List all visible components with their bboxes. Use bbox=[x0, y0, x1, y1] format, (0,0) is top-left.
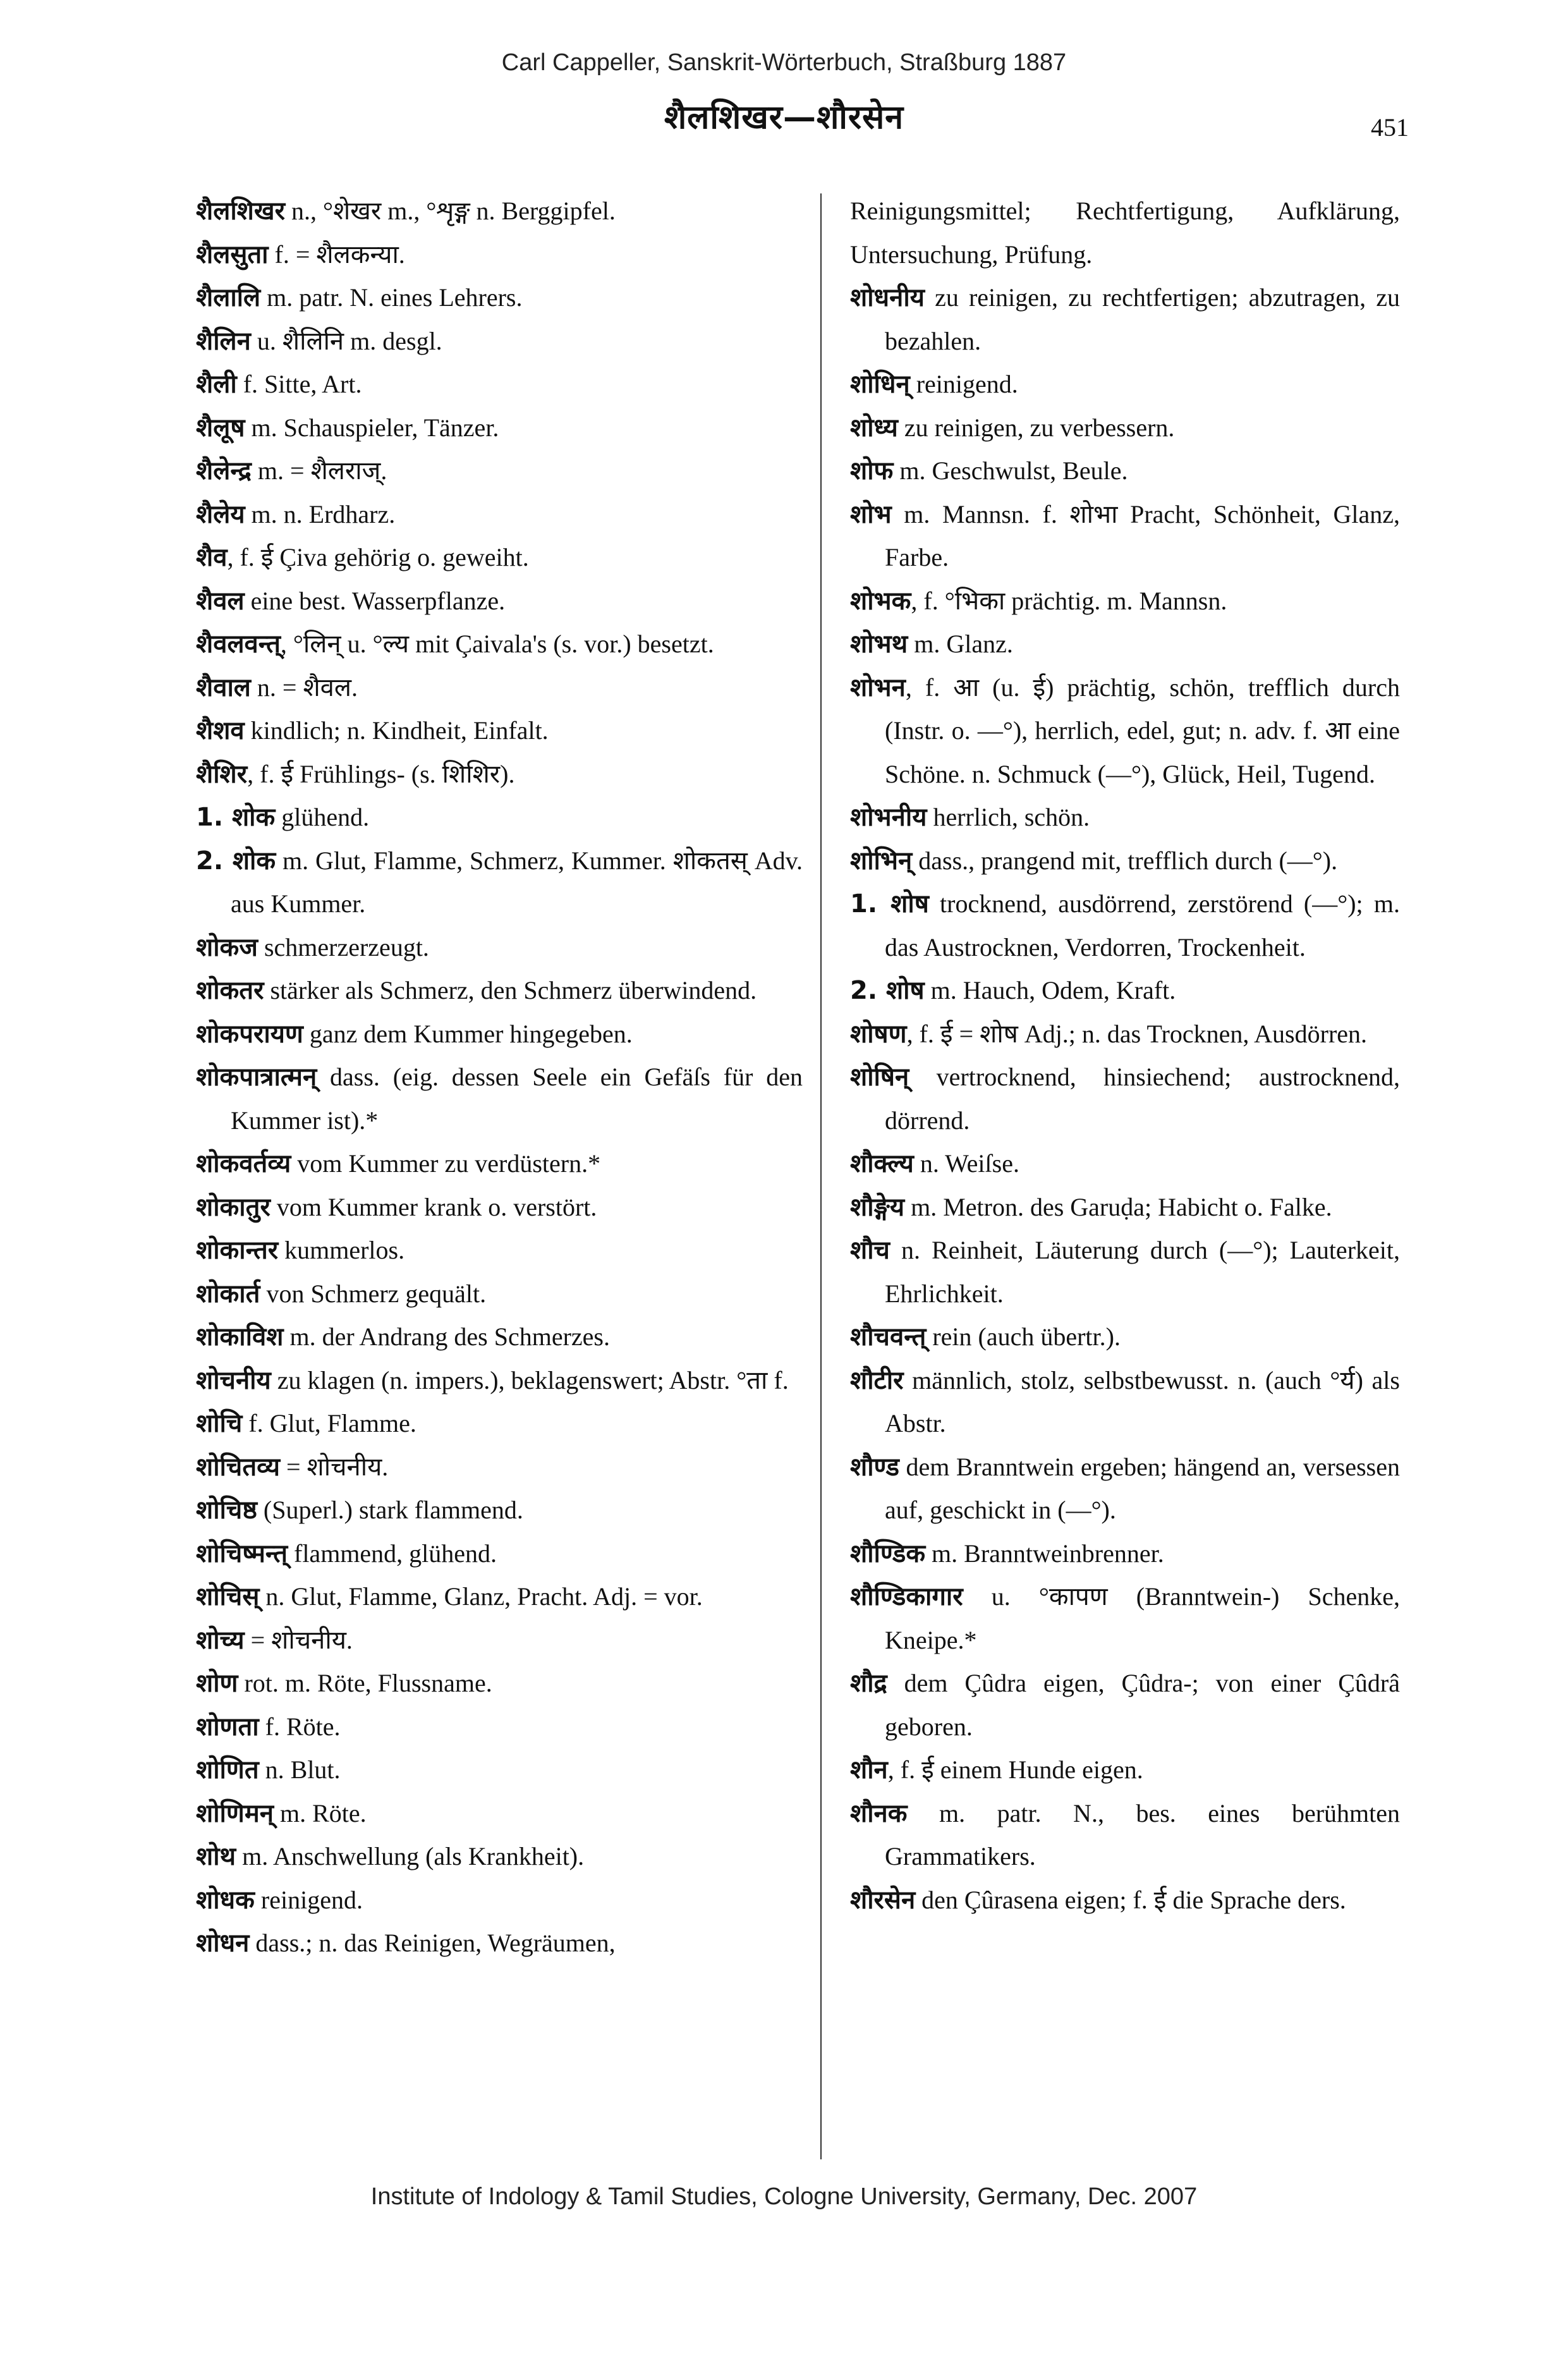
entry-definition: vom Kummer zu verdüstern.* bbox=[291, 1149, 601, 1178]
entry-definition: m. Mannsn. f. शोभा Pracht, Schönheit, Glanz, Farbe. bbox=[885, 499, 1400, 571]
entry-headword: शोभिन् bbox=[850, 846, 913, 875]
entry-headword: शोकातुर bbox=[196, 1192, 270, 1222]
dictionary-entry bbox=[850, 1013, 1400, 1056]
dictionary-entry bbox=[196, 1748, 803, 1792]
page-number: 451 bbox=[1371, 113, 1409, 142]
entry-headword: शोषण bbox=[850, 1019, 907, 1049]
entry-headword: शौक्ल्य bbox=[850, 1149, 914, 1178]
entry-definition: , f. ई Frühlings- (s. शिशिर). bbox=[247, 759, 515, 788]
dictionary-entry bbox=[850, 666, 1400, 796]
dictionary-entry bbox=[196, 1013, 803, 1056]
entry-definition: m. Hauch, Odem, Kraft. bbox=[924, 976, 1176, 1004]
entry-definition: (Superl.) stark flammend. bbox=[257, 1496, 523, 1524]
entry-definition: eine best. Wasserpflanze. bbox=[244, 586, 506, 615]
entry-definition: dem Çûdra eigen, Çûdra-; von einer Çûdrâ geboren. bbox=[885, 1669, 1400, 1741]
dictionary-entry bbox=[850, 493, 1400, 580]
dictionary-entry bbox=[196, 796, 803, 839]
entry-headword: शैलिन bbox=[196, 326, 251, 356]
entry-headword: शैलसुता bbox=[196, 240, 269, 269]
entry-headword: शोकपरायण bbox=[196, 1019, 303, 1049]
dictionary-entry bbox=[196, 1056, 803, 1142]
dictionary-entry bbox=[850, 1315, 1400, 1359]
entry-headword: शैवल bbox=[196, 586, 245, 616]
entry-definition: zu klagen (n. impers.), beklagenswert; Abstr. °ता f. bbox=[270, 1365, 789, 1394]
dictionary-entry bbox=[196, 623, 803, 666]
entry-definition: dass. (eig. dessen Seele ein Gefäſs für den Kummer ist).* bbox=[231, 1063, 803, 1135]
entry-definition: trocknend, ausdörrend, zerstörend (—°); m. das Austrocknen, Verdorren, Trockenheit. bbox=[885, 889, 1400, 961]
entry-headword: शैवलवन्त् bbox=[196, 630, 281, 659]
dictionary-entry bbox=[196, 276, 803, 320]
entry-definition: , f. ई einem Hunde eigen. bbox=[887, 1755, 1143, 1784]
dictionary-entry bbox=[196, 363, 803, 406]
entry-headword: शोण bbox=[196, 1669, 238, 1698]
dictionary-entry bbox=[196, 926, 803, 970]
entry-headword: शोषिन् bbox=[850, 1063, 909, 1092]
dictionary-entry bbox=[196, 449, 803, 493]
entry-definition: , f. °भिका prächtig. m. Mannsn. bbox=[911, 586, 1227, 615]
dictionary-entry bbox=[850, 1142, 1400, 1186]
entry-definition: stärker als Schmerz, den Schmerz überwindend. bbox=[264, 976, 757, 1004]
entry-definition: schmerzerzeugt. bbox=[257, 932, 429, 961]
entry-headword: शोभ bbox=[850, 499, 892, 529]
entry-headword: शोकाविश bbox=[196, 1322, 284, 1351]
entry-headword: शौङ्गेय bbox=[850, 1192, 905, 1222]
entry-definition: u. °कापण (Branntwein-) Schenke, Kneipe.* bbox=[885, 1582, 1400, 1654]
entry-definition: zu reinigen, zu rechtfertigen; abzutragen, zu bezahlen. bbox=[885, 283, 1400, 355]
entry-headword: शोच्य bbox=[196, 1625, 245, 1655]
entry-headword: शोथ bbox=[196, 1842, 236, 1871]
dictionary-entry bbox=[196, 1922, 803, 1965]
entry-headword: 2. शोष bbox=[850, 976, 925, 1005]
entry-headword: शौण्ड bbox=[850, 1452, 899, 1482]
entry-headword: शैली bbox=[196, 370, 237, 399]
entry-definition: zu reinigen, zu verbessern. bbox=[897, 413, 1175, 442]
dictionary-entry bbox=[850, 1359, 1400, 1446]
entry-headword: शोधनीय bbox=[850, 283, 925, 312]
dictionary-entry bbox=[196, 1446, 803, 1489]
entry-headword: शोचि bbox=[196, 1409, 243, 1438]
dictionary-entry bbox=[850, 623, 1400, 666]
dictionary-entry bbox=[850, 969, 1400, 1013]
dictionary-entry bbox=[850, 839, 1400, 883]
entry-definition: f. Sitte, Art. bbox=[236, 370, 362, 398]
entry-definition: m. Glanz. bbox=[908, 630, 1013, 658]
dictionary-entry bbox=[196, 1315, 803, 1359]
entry-definition: reinigend. bbox=[909, 370, 1018, 398]
entry-definition: m. n. Erdharz. bbox=[245, 499, 396, 528]
entry-headword: शोभक bbox=[850, 586, 911, 616]
dictionary-entry bbox=[850, 796, 1400, 839]
entry-definition: m. patr. N., bes. eines berühmten Grammatikers. bbox=[885, 1798, 1400, 1870]
entry-definition: kindlich; n. Kindheit, Einfalt. bbox=[244, 716, 549, 745]
entry-headword: शौन bbox=[850, 1755, 888, 1784]
entry-definition: m. Geschwulst, Beule. bbox=[893, 456, 1128, 485]
entry-headword: शैवाल bbox=[196, 673, 251, 702]
entry-headword: शौण्डिकागार bbox=[850, 1582, 963, 1611]
dictionary-entry bbox=[850, 1446, 1400, 1532]
entry-definition: = शोचनीय. bbox=[280, 1452, 389, 1481]
entry-headword: शोचिष्मन्त् bbox=[196, 1539, 288, 1568]
entry-definition: glühend. bbox=[275, 803, 370, 831]
dictionary-entry bbox=[850, 580, 1400, 623]
entry-headword: शोध्य bbox=[850, 413, 898, 442]
dictionary-entry bbox=[196, 969, 803, 1013]
entry-definition: , f. ई = शोष Adj.; n. das Trocknen, Ausdörren. bbox=[906, 1019, 1368, 1048]
dictionary-entry bbox=[850, 1229, 1400, 1315]
dictionary-entry bbox=[196, 1705, 803, 1749]
entry-definition: m. Röte. bbox=[273, 1798, 367, 1827]
dictionary-entry bbox=[850, 882, 1400, 969]
source-caption: Carl Cappeller, Sanskrit-Wörterbuch, Straßburg 1887 bbox=[501, 49, 1067, 76]
dictionary-entry bbox=[196, 1792, 803, 1836]
dictionary-entry bbox=[850, 1748, 1400, 1792]
dictionary-entry bbox=[196, 1186, 803, 1229]
entry-headword: शोणिमन् bbox=[196, 1798, 274, 1828]
entry-definition: von Schmerz gequält. bbox=[260, 1279, 487, 1308]
entry-definition: , f. ई Çiva gehörig o. geweiht. bbox=[227, 543, 529, 571]
dictionary-entry bbox=[850, 1056, 1400, 1142]
entry-definition: f. Glut, Flamme. bbox=[242, 1409, 416, 1437]
dictionary-entry bbox=[850, 363, 1400, 406]
dictionary-entry bbox=[196, 493, 803, 537]
entry-definition: Reinigungsmittel; Rechtfertigung, Aufklärung, Untersuchung, Prüfung. bbox=[850, 197, 1400, 269]
entry-headword: शोकान्तर bbox=[196, 1236, 279, 1265]
dictionary-entry bbox=[196, 580, 803, 623]
entry-definition: rot. m. Röte, Flussname. bbox=[238, 1669, 492, 1697]
running-header: शैलशिखर—शौरसेन bbox=[664, 99, 904, 137]
entry-headword: शोभनीय bbox=[850, 803, 927, 832]
entry-headword: शौनक bbox=[850, 1798, 908, 1828]
entry-headword: शैशव bbox=[196, 716, 245, 745]
footer-note: Institute of Indology & Tamil Studies, Cologne University, Germany, Dec. 2007 bbox=[370, 2183, 1198, 2210]
entry-definition: n. Glut, Flamme, Glanz, Pracht. Adj. = vor. bbox=[259, 1582, 703, 1611]
entry-definition: vertrocknend, hinsiechend; austrocknend, dörrend. bbox=[885, 1063, 1400, 1135]
dictionary-entry bbox=[196, 536, 803, 580]
dictionary-entry bbox=[850, 1879, 1400, 1922]
dictionary-entry bbox=[196, 839, 803, 926]
entry-headword: शोचिस् bbox=[196, 1582, 260, 1611]
entry-headword: शौटीर bbox=[850, 1365, 904, 1395]
entry-definition: n. Blut. bbox=[258, 1755, 341, 1784]
entry-headword: शौण्डिक bbox=[850, 1539, 926, 1568]
entry-headword: शैलशिखर bbox=[196, 197, 285, 226]
entry-definition: herrlich, schön. bbox=[927, 803, 1090, 831]
entry-headword: 2. शोक bbox=[196, 846, 276, 875]
entry-headword: शैशिर bbox=[196, 759, 248, 789]
entry-definition: m. Anschwellung (als Krankheit). bbox=[236, 1842, 585, 1870]
entry-definition: n. Reinheit, Läuterung durch (—°); Lauterkeit, Ehrlichkeit. bbox=[885, 1236, 1400, 1308]
dictionary-entry bbox=[850, 276, 1400, 363]
dictionary-entry bbox=[196, 1142, 803, 1186]
entry-headword: शौच bbox=[850, 1236, 890, 1265]
dictionary-entry bbox=[196, 1879, 803, 1922]
entry-headword: शोकार्त bbox=[196, 1279, 260, 1309]
entry-headword: शोभन bbox=[850, 673, 906, 702]
entry-definition: u. शैलिनि m. desgl. bbox=[250, 326, 442, 355]
entry-headword: शोणित bbox=[196, 1755, 259, 1784]
entry-definition: kummerlos. bbox=[278, 1236, 405, 1264]
entry-definition: f. Röte. bbox=[258, 1712, 341, 1741]
entry-definition: m. Metron. des Garuḍa; Habicht o. Falke. bbox=[904, 1192, 1332, 1221]
entry-headword: शौद्र bbox=[850, 1669, 887, 1698]
dictionary-entry bbox=[196, 1489, 803, 1532]
entry-headword: शोफ bbox=[850, 456, 894, 485]
dictionary-entry bbox=[196, 753, 803, 796]
entry-headword: 1. शोक bbox=[196, 803, 276, 832]
dictionary-entry bbox=[196, 406, 803, 450]
entry-definition: m. der Andrang des Schmerzes. bbox=[283, 1322, 610, 1351]
entry-definition: rein (auch übertr.). bbox=[926, 1322, 1121, 1351]
entry-definition: m. = शैलराज्. bbox=[251, 456, 387, 485]
entry-headword: शोधक bbox=[196, 1885, 255, 1915]
dictionary-entry bbox=[196, 1359, 803, 1403]
entry-headword: शौचवन्त् bbox=[850, 1322, 927, 1351]
entry-definition: , f. आ (u. ई) prächtig, schön, trefflich durch (Instr. o. —°), herrlich, edel, gut; n. adv. f. आ eine Schöne. n. Schmuck (—°), Glück, Heil, Tugend. bbox=[885, 673, 1400, 788]
entry-definition: vom Kummer krank o. verstört. bbox=[270, 1192, 597, 1221]
dictionary-entry bbox=[850, 1662, 1400, 1748]
entry-headword: शोभथ bbox=[850, 630, 908, 659]
entry-definition: n. = शैवल. bbox=[250, 673, 358, 702]
entry-headword: शैलालि bbox=[196, 283, 261, 312]
entry-headword: 1. शोष bbox=[850, 889, 929, 918]
entry-definition: m. Glut, Flamme, Schmerz, Kummer. शोकतस् Adv. aus Kummer. bbox=[231, 846, 803, 918]
entry-headword: शोचिष्ठ bbox=[196, 1496, 257, 1525]
entry-definition: , °लिन् u. °ल्य mit Çaivala's (s. vor.) besetzt. bbox=[280, 630, 714, 658]
entry-definition: = शोचनीय. bbox=[244, 1625, 353, 1654]
entry-headword: शोचितव्य bbox=[196, 1452, 280, 1482]
entry-headword: शोधन bbox=[196, 1929, 250, 1958]
entry-headword: शोणता bbox=[196, 1712, 259, 1742]
dictionary-entry bbox=[196, 233, 803, 277]
entry-headword: शोकतर bbox=[196, 976, 264, 1005]
dictionary-entry bbox=[850, 1792, 1400, 1879]
entry-headword: शैलूष bbox=[196, 413, 245, 442]
entry-definition: n., °शेखर m., °शृङ्ग n. Berggipfel. bbox=[284, 197, 616, 225]
entry-definition: m. patr. N. eines Lehrers. bbox=[260, 283, 523, 312]
entry-headword: शोकपात्रात्मन् bbox=[196, 1063, 317, 1092]
dictionary-entry bbox=[196, 1575, 803, 1619]
dictionary-entry bbox=[196, 320, 803, 363]
entry-definition: dass.; n. das Reinigen, Wegräumen, bbox=[249, 1929, 616, 1957]
entry-definition: m. Schauspieler, Tänzer. bbox=[245, 413, 499, 442]
entry-headword: शैलेन्द्र bbox=[196, 456, 252, 485]
dictionary-entry bbox=[196, 1229, 803, 1272]
entry-definition: reinigend. bbox=[254, 1885, 363, 1914]
dictionary-entry bbox=[850, 1575, 1400, 1662]
dictionary-entry bbox=[196, 666, 803, 710]
dictionary-entry bbox=[850, 406, 1400, 450]
entry-headword: शोकज bbox=[196, 932, 258, 962]
entry-definition: f. = शैलकन्या. bbox=[268, 240, 405, 269]
left-column bbox=[196, 190, 803, 1965]
right-column bbox=[850, 190, 1400, 1922]
dictionary-entry bbox=[196, 1532, 803, 1576]
entry-headword: शोचनीय bbox=[196, 1365, 271, 1395]
entry-headword: शोधिन् bbox=[850, 370, 910, 399]
entry-definition: ganz dem Kummer hingegeben. bbox=[303, 1019, 633, 1048]
entry-headword: शोकवर्तव्य bbox=[196, 1149, 291, 1178]
entry-definition: männlich, stolz, selbstbewusst. n. (auch °र्य) als Abstr. bbox=[885, 1365, 1400, 1437]
entry-headword: शौरसेन bbox=[850, 1885, 916, 1915]
entry-definition: flammend, glühend. bbox=[288, 1539, 497, 1568]
entry-headword: शैलेय bbox=[196, 499, 245, 529]
entry-definition: den Çûrasena eigen; f. ई die Sprache ders. bbox=[915, 1885, 1346, 1914]
column-divider bbox=[820, 193, 822, 2159]
dictionary-entry bbox=[196, 190, 803, 233]
entry-headword: शैव bbox=[196, 543, 228, 572]
dictionary-entry bbox=[196, 709, 803, 753]
dictionary-entry bbox=[850, 1532, 1400, 1576]
dictionary-entry bbox=[850, 1186, 1400, 1229]
entry-definition: m. Branntweinbrenner. bbox=[925, 1539, 1164, 1568]
dictionary-entry bbox=[196, 1835, 803, 1879]
dictionary-entry bbox=[196, 1402, 803, 1446]
dictionary-entry bbox=[850, 190, 1400, 276]
dictionary-entry bbox=[196, 1619, 803, 1662]
entry-definition: dass., prangend mit, trefflich durch (—°). bbox=[912, 846, 1338, 875]
dictionary-entry bbox=[196, 1662, 803, 1705]
dictionary-entry bbox=[196, 1272, 803, 1316]
entry-definition: n. Weiſse. bbox=[913, 1149, 1019, 1178]
dictionary-entry bbox=[850, 449, 1400, 493]
entry-definition: dem Branntwein ergeben; hängend an, versessen auf, geschickt in (—°). bbox=[885, 1452, 1400, 1524]
